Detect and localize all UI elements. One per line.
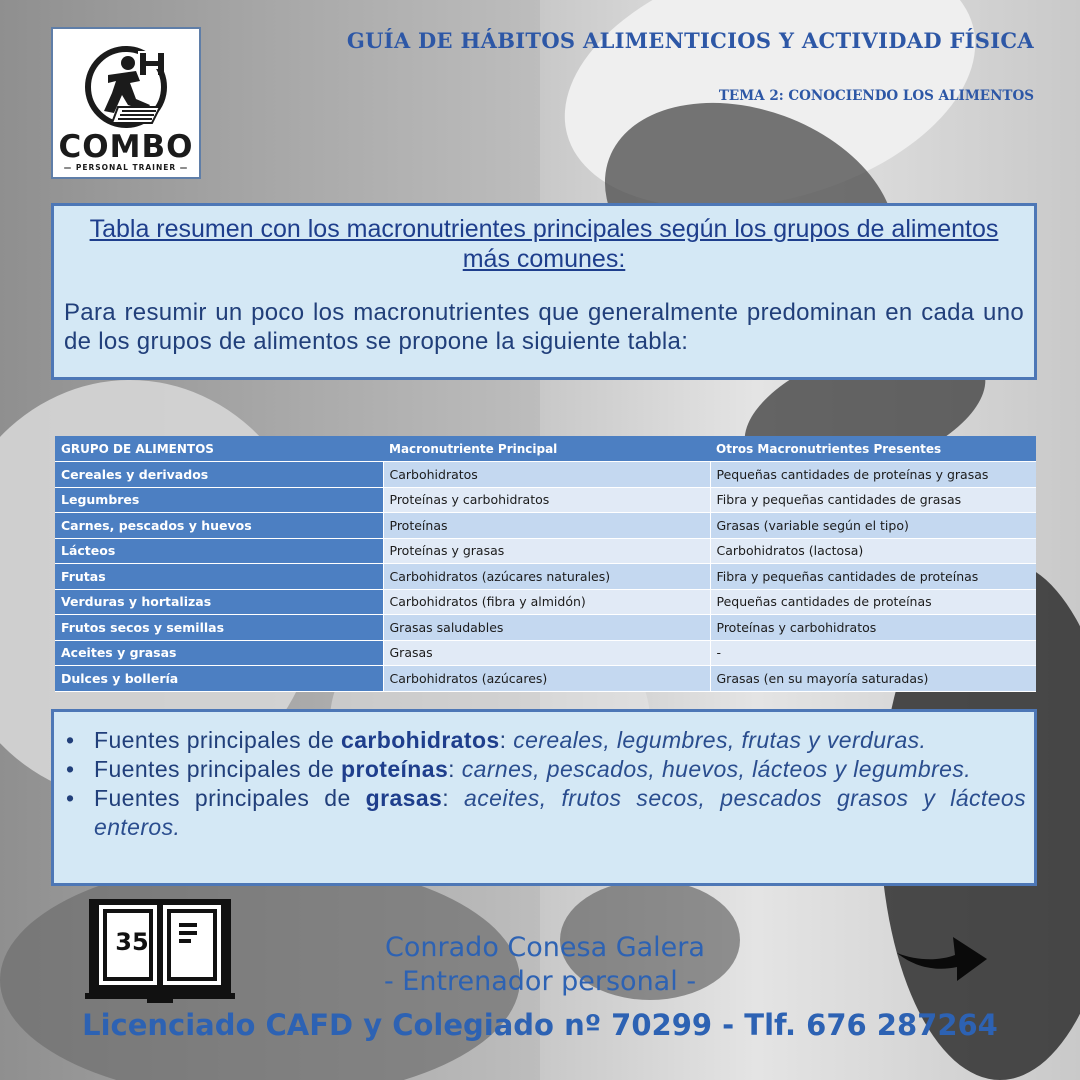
table-row [55,462,1036,488]
author-role: - Entrenador personal - [383,966,697,997]
bullet-keyword: grasas [365,785,443,811]
food-group-cell: Aceites y grasas [55,640,383,666]
food-group-cell: Legumbres [55,487,383,513]
sources-list [64,726,1026,842]
food-group-cell: Frutas [55,564,383,590]
other-macros-cell: Carbohidratos (lactosa) [710,538,1036,564]
header-cell: Macronutriente Principal [383,436,710,462]
main-macro-cell: Carbohidratos (azúcares) [383,666,710,692]
header-cell: GRUPO DE ALIMENTOS [55,436,383,462]
topic-subtitle: TEMA 2: CONOCIENDO LOS ALIMENTOS [718,88,1034,104]
food-group-cell: Frutos secos y semillas [55,615,383,641]
food-group-cell: Cereales y derivados [55,462,383,488]
list-item [64,784,1026,842]
logo-word: COMBO [58,129,194,165]
main-macro-cell: Proteínas y grasas [383,538,710,564]
other-macros-cell: Proteínas y carbohidratos [710,615,1036,641]
bullet-foods: cereales, legumbres, frutas y verduras. [513,727,927,753]
bullet-separator: : [499,727,514,753]
table-row [55,538,1036,564]
other-macros-cell: Fibra y pequeñas cantidades de grasas [710,487,1036,513]
list-item [64,726,1026,755]
bullet-foods: aceites, frutos secos, pescados grasos y lácteos enteros. [94,785,1026,840]
intro-box [51,203,1037,380]
header-cell: Otros Macronutrientes Presentes [710,436,1036,462]
sources-box [51,709,1037,886]
intro-title: Tabla resumen con los macronutrientes principales según los grupos de alimentos más comunes: [89,215,999,273]
table-row [55,487,1036,513]
main-macro-cell: Grasas saludables [383,615,710,641]
food-group-cell: Carnes, pescados y huevos [55,513,383,539]
guide-title: GUÍA DE HÁBITOS ALIMENTICIOS Y ACTIVIDAD FÍSICA [346,28,1034,53]
other-macros-cell: Fibra y pequeñas cantidades de proteínas [710,564,1036,590]
main-macro-cell: Carbohidratos (azúcares naturales) [383,564,710,590]
other-macros-cell: Pequeñas cantidades de proteínas y grasas [710,462,1036,488]
food-group-cell: Dulces y bollería [55,666,383,692]
bullet-separator: : [442,785,465,811]
table-row [55,615,1036,641]
other-macros-cell: - [710,640,1036,666]
other-macros-cell: Grasas (variable según el tipo) [710,513,1036,539]
bullet-prefix: Fuentes principales de [94,756,342,782]
table-row [55,589,1036,615]
license-info: Licenciado CAFD y Colegiado nº 70299 - Tlf. 676 287264 [82,1008,998,1042]
main-macro-cell: Grasas [383,640,710,666]
food-group-cell: Lácteos [55,538,383,564]
table-row [55,666,1036,692]
combo-logo [51,27,201,179]
bullet-keyword: carbohidratos [341,727,500,753]
main-macro-cell: Carbohidratos [383,462,710,488]
other-macros-cell: Pequeñas cantidades de proteínas [710,589,1036,615]
table-row [55,640,1036,666]
table-header-row [55,436,1036,462]
macronutrient-table [55,436,1036,692]
bullet-prefix: Fuentes principales de [94,727,342,753]
page-number: 35 [115,928,149,956]
main-macro-cell: Proteínas y carbohidratos [383,487,710,513]
intro-text: Para resumir un poco los macronutrientes que generalmente predominan en cada uno de los grupos de alimentos se propone la siguiente tabla: [64,299,1024,355]
bullet-keyword: proteínas [341,756,449,782]
table-row [55,564,1036,590]
main-macro-cell: Carbohidratos (fibra y almidón) [383,589,710,615]
food-group-cell: Verduras y hortalizas [55,589,383,615]
list-item [64,755,1026,784]
other-macros-cell: Grasas (en su mayoría saturadas) [710,666,1036,692]
bullet-foods: carnes, pescados, huevos, lácteos y legumbres. [461,756,972,782]
author-name: Conrado Conesa Galera [385,932,705,963]
next-arrow-icon[interactable] [897,931,989,983]
bullet-separator: : [448,756,462,782]
runner-logo-icon [78,41,174,131]
bullet-prefix: Fuentes principales de [94,785,366,811]
logo-subtitle: — PERSONAL TRAINER — [63,163,189,172]
main-macro-cell: Proteínas [383,513,710,539]
table-row [55,513,1036,539]
